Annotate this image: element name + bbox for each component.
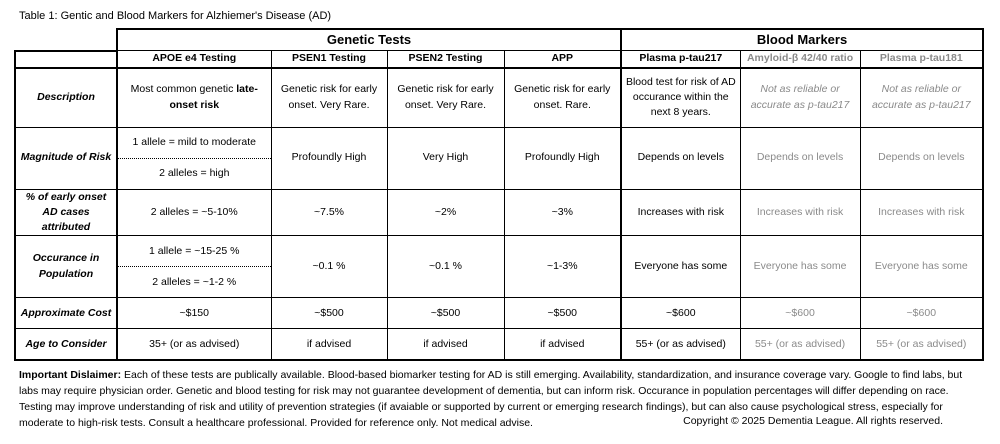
cell-percent-apoe: 2 alleles = ~5-10%	[117, 189, 271, 236]
description-row	[15, 68, 983, 128]
row-label-age: Age to Consider	[15, 329, 117, 361]
col-header-ptau217: Plasma p-tau217	[621, 51, 740, 68]
cell-description-psen1: Genetic risk for early onset. Very Rare.	[271, 68, 387, 128]
cell-occurance-psen2: ~0.1 %	[387, 236, 504, 298]
corner-cell	[15, 29, 117, 51]
cell-percent-psen2: ~2%	[387, 189, 504, 236]
cell-age-ptau181: 55+ (or as advised)	[860, 329, 983, 361]
cell-magnitude-apoe-one: 1 allele = mild to moderate	[117, 127, 271, 158]
cell-occurance-apoe-one: 1 allele = ~15-25 %	[117, 236, 271, 267]
cell-occurance-ptau217: Everyone has some	[621, 236, 740, 298]
row-label-header	[15, 51, 117, 68]
cell-magnitude-amyloid: Depends on levels	[740, 127, 860, 189]
row-label-percent: % of early onset AD cases attributed	[15, 189, 117, 236]
magnitude-row	[15, 127, 983, 158]
cell-percent-psen1: ~7.5%	[271, 189, 387, 236]
occurance-row	[15, 236, 983, 267]
cell-cost-apoe: ~$150	[117, 298, 271, 329]
cell-age-app: if advised	[504, 329, 621, 361]
cell-magnitude-ptau217: Depends on levels	[621, 127, 740, 189]
cell-age-ptau217: 55+ (or as advised)	[621, 329, 740, 361]
col-header-apoe: APOE e4 Testing	[117, 51, 271, 68]
cell-magnitude-app: Profoundly High	[504, 127, 621, 189]
genetic-tests-header: Genetic Tests	[117, 29, 621, 51]
row-label-occurance: Occurance in Population	[15, 236, 117, 298]
percent-row	[15, 189, 983, 236]
cell-description-psen2: Genetic risk for early onset. Very Rare.	[387, 68, 504, 128]
cell-occurance-app: ~1-3%	[504, 236, 621, 298]
cell-magnitude-psen1: Profoundly High	[271, 127, 387, 189]
cell-cost-ptau217: ~$600	[621, 298, 740, 329]
cell-cost-psen1: ~$500	[271, 298, 387, 329]
cell-cost-app: ~$500	[504, 298, 621, 329]
cell-description-ptau217: Blood test for risk of AD occurance within the next 8 years.	[621, 68, 740, 128]
cell-percent-amyloid: Increases with risk	[740, 189, 860, 236]
col-header-ptau181: Plasma p-tau181	[860, 51, 983, 68]
cell-description-app: Genetic risk for early onset. Rare.	[504, 68, 621, 128]
age-row	[15, 329, 983, 361]
column-header-row	[15, 51, 983, 68]
cost-row	[15, 298, 983, 329]
cell-age-psen2: if advised	[387, 329, 504, 361]
cell-age-amyloid: 55+ (or as advised)	[740, 329, 860, 361]
col-header-app: APP	[504, 51, 621, 68]
apoe-desc-text: Most common genetic	[130, 83, 237, 96]
row-label-magnitude: Magnitude of Risk	[15, 127, 117, 189]
cell-percent-ptau181: Increases with risk	[860, 189, 983, 236]
cell-percent-ptau217: Increases with risk	[621, 189, 740, 236]
cell-magnitude-apoe-two: 2 alleles = high	[117, 158, 271, 189]
blood-markers-header: Blood Markers	[621, 29, 983, 51]
col-header-psen1: PSEN1 Testing	[271, 51, 387, 68]
cell-age-psen1: if advised	[271, 329, 387, 361]
copyright-notice: Copyright © 2025 Dementia League. All rights reserved.	[683, 415, 943, 427]
cell-occurance-apoe-two: 2 alleles = ~1-2 %	[117, 267, 271, 298]
cell-occurance-ptau181: Everyone has some	[860, 236, 983, 298]
row-label-description: Description	[15, 68, 117, 128]
table-caption: Table 1: Gentic and Blood Markers for Alzhiemer's Disease (AD)	[19, 10, 332, 22]
cell-cost-ptau181: ~$600	[860, 298, 983, 329]
col-header-amyloid: Amyloid-β 42/40 ratio	[740, 51, 860, 68]
ad-markers-table	[14, 28, 984, 361]
cell-occurance-amyloid: Everyone has some	[740, 236, 860, 298]
disclaimer-text: Each of these tests are publically available. Blood-based biomarker testing for AD is still emerging. Availability, standardization, and insurance coverage vary. Google to find labs, but labs may require physician order. Genetic and blood testing for risk may not guarantee development of dementia, but can inform risk. Occurance in population percentages will differ depending on race. Testing may improve understanding of risk and utility of prevention strategies (if avaiable or supported by current or emerging research findings), but can also cause psychological stress, especially for moderate to high-risk tests. Consult a healthcare professional. Provided for reference only. Not medical advise.	[19, 369, 963, 429]
cell-cost-psen2: ~$500	[387, 298, 504, 329]
cell-description-apoe	[117, 68, 271, 128]
cell-occurance-psen1: ~0.1 %	[271, 236, 387, 298]
apoe-desc-bold: late-onset risk	[169, 83, 258, 111]
col-header-psen2: PSEN2 Testing	[387, 51, 504, 68]
cell-age-apoe: 35+ (or as advised)	[117, 329, 271, 361]
cell-percent-app: ~3%	[504, 189, 621, 236]
cell-description-ptau181: Not as reliable or accurate as p-tau217	[860, 68, 983, 128]
cell-magnitude-ptau181: Depends on levels	[860, 127, 983, 189]
cell-magnitude-psen2: Very High	[387, 127, 504, 189]
disclaimer-title: Important Dislaimer:	[19, 369, 122, 381]
cell-cost-amyloid: ~$600	[740, 298, 860, 329]
group-header-row	[15, 29, 983, 51]
row-label-cost: Approximate Cost	[15, 298, 117, 329]
cell-description-amyloid: Not as reliable or accurate as p-tau217	[740, 68, 860, 128]
